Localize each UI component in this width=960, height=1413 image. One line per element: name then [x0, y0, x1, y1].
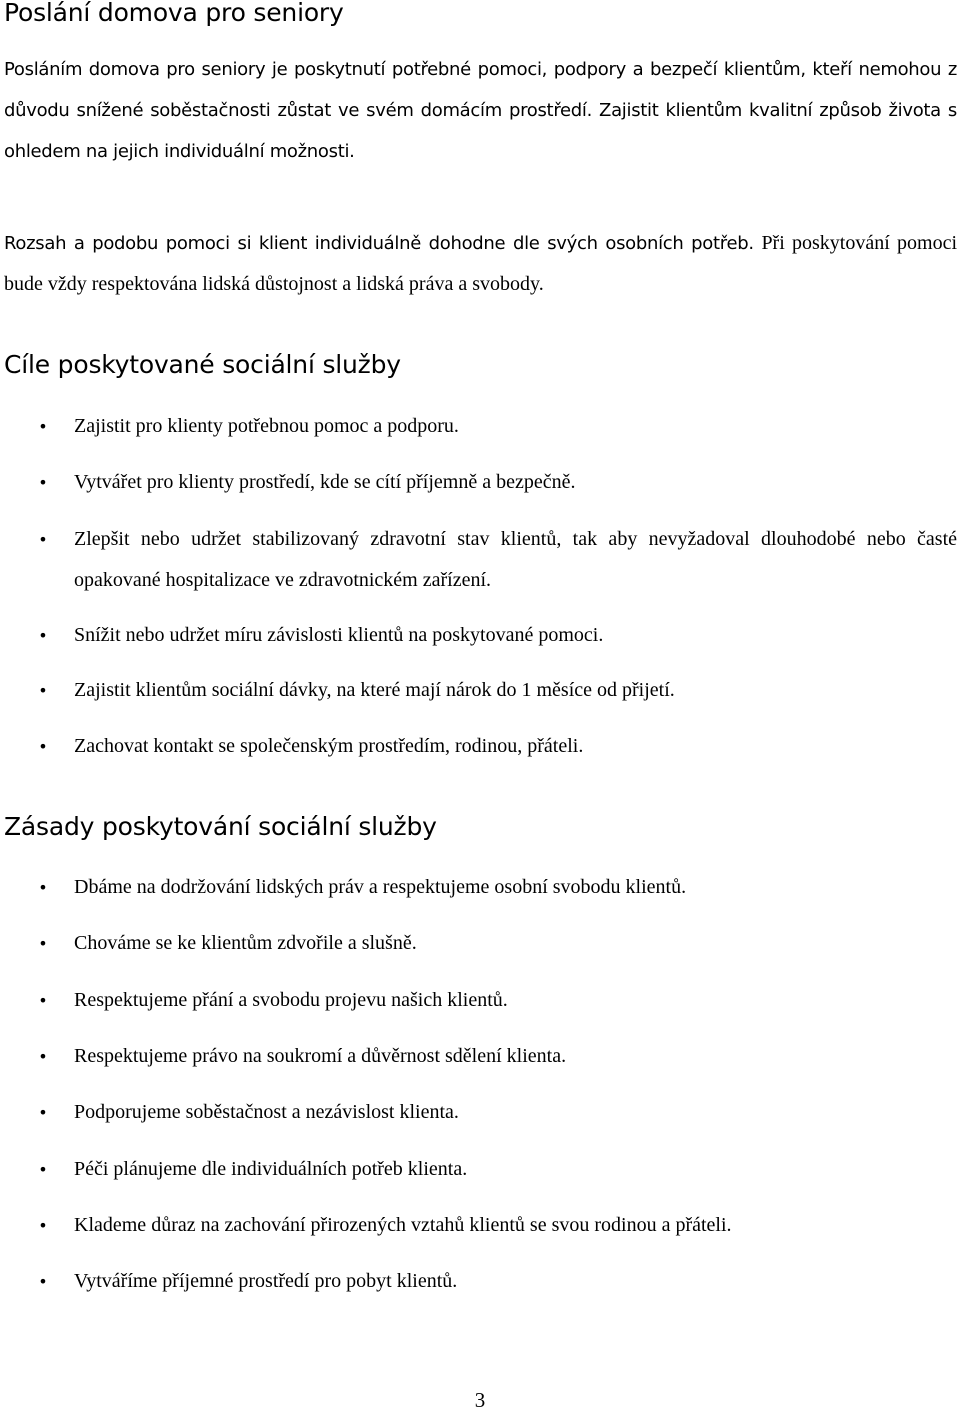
section-title-mission: Poslání domova pro seniory: [4, 0, 344, 27]
list-item-text: Podporujeme soběstačnost a nezávislost klienta.: [74, 1101, 459, 1123]
bullet-icon: •: [38, 417, 48, 436]
section-title-goals: Cíle poskytované sociální služby: [4, 350, 401, 379]
list-item-text: Zajistit pro klienty potřebnou pomoc a podporu.: [74, 415, 459, 437]
list-item-text: Chováme se ke klientům zdvořile a slušně.: [74, 932, 417, 954]
list-item-text: Snížit nebo udržet míru závislosti klientů na poskytované pomoci.: [74, 624, 604, 646]
bullet-icon: •: [38, 530, 48, 549]
list-item-text: Vytváříme příjemné prostředí pro pobyt klientů.: [74, 1270, 458, 1292]
list-item-text: Vytvářet pro klienty prostředí, kde se cítí příjemně a bezpečně.: [74, 471, 576, 493]
mission-paragraph: Posláním domova pro seniory je poskytnutí potřebné pomoci, podpory a bezpečí klientům, kteří nemohou z důvodu snížené soběstačnosti zůstat ve svém domácím prostředí. Zajistit klientům kvalitní způsob života s ohledem na jejich individuální možnosti.: [4, 59, 957, 162]
page-number: 3: [474, 1388, 486, 1412]
scope-paragraph-serif-part: Při poskytování pomoci bude vždy respektována lidská důstojnost a lidská práva a svobody.: [4, 232, 958, 295]
bullet-icon: •: [38, 737, 48, 756]
bullet-icon: •: [38, 681, 48, 700]
bullet-icon: •: [38, 626, 48, 645]
bullet-icon: •: [38, 1047, 48, 1066]
list-item-text: Dbáme na dodržování lidských práv a respektujeme osobní svobodu klientů.: [74, 876, 687, 898]
scope-paragraph: [4, 223, 957, 305]
scope-paragraph-sans-part: Rozsah a podobu pomoci si klient individuálně dohodne dle svých osobních potřeb.: [4, 233, 754, 254]
list-item-text: Klademe důraz na zachování přirozených vztahů klientů se svou rodinou a přáteli.: [74, 1214, 732, 1236]
bullet-icon: •: [38, 1216, 48, 1235]
bullet-icon: •: [38, 934, 48, 953]
bullet-icon: •: [38, 473, 48, 492]
section-title-principles: Zásady poskytování sociální služby: [4, 812, 437, 841]
list-item-text: Péči plánujeme dle individuálních potřeb klienta.: [74, 1158, 468, 1180]
bullet-icon: •: [38, 991, 48, 1010]
bullet-icon: •: [38, 1160, 48, 1179]
list-item-text: Respektujeme přání a svobodu projevu našich klientů.: [74, 989, 508, 1011]
list-item-text: Zachovat kontakt se společenským prostředím, rodinou, přáteli.: [74, 735, 584, 757]
bullet-icon: •: [38, 1272, 48, 1291]
bullet-icon: •: [38, 1103, 48, 1122]
list-item-text: Respektujeme právo na soukromí a důvěrnost sdělení klienta.: [74, 1045, 567, 1067]
list-item-text: Zlepšit nebo udržet stabilizovaný zdravotní stav klientů, tak aby nevyžadoval dlouhodobé nebo časté opakované hospitalizace ve zdravotnickém zařízení.: [74, 528, 957, 591]
list-item-text: Zajistit klientům sociální dávky, na které mají nárok do 1 měsíce od přijetí.: [74, 679, 675, 701]
bullet-icon: •: [38, 878, 48, 897]
